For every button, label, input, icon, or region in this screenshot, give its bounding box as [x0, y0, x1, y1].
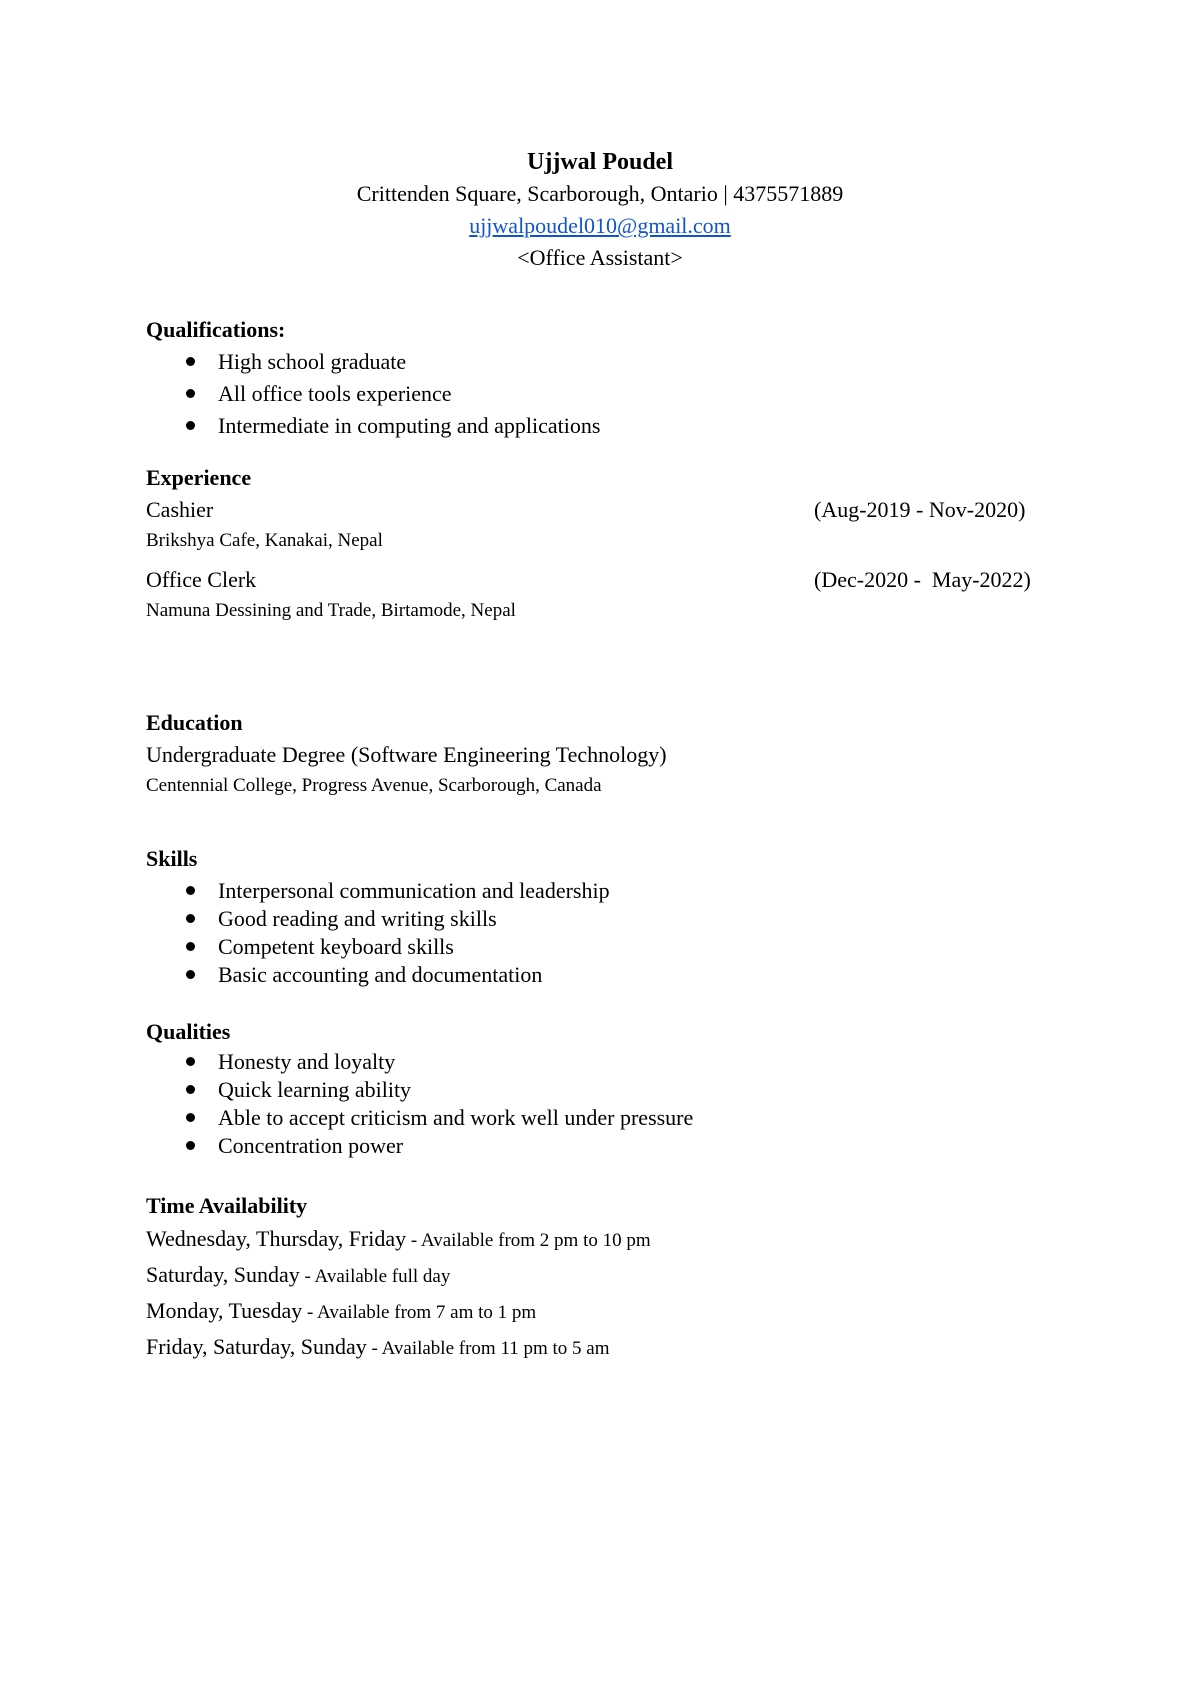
job-dates: (Aug-2019 - Nov-2020)	[814, 497, 1026, 522]
job-dates: (Dec-2020 - May-2022)	[814, 567, 1031, 592]
list-item-text: Concentration power	[218, 1133, 404, 1158]
list-item-text: Competent keyboard skills	[218, 934, 454, 959]
bullet-icon	[186, 970, 195, 979]
email-link[interactable]: ujjwalpoudel010@gmail.com	[469, 213, 731, 238]
education-degree: Undergraduate Degree (Software Engineering Technology)	[146, 742, 667, 767]
bullet-icon	[186, 1141, 195, 1150]
skills-section	[146, 843, 1066, 989]
job-role: Office Clerk	[146, 567, 257, 592]
list-item	[146, 378, 1066, 410]
qualifications-section	[146, 314, 1066, 442]
list-item-text: Able to accept criticism and work well under pressure	[218, 1105, 694, 1130]
qualities-list	[146, 1048, 1066, 1160]
job-header	[146, 564, 1066, 596]
experience-title: Experience	[146, 465, 252, 490]
availability-days: Saturday, Sunday	[146, 1262, 300, 1287]
list-item-text: Good reading and writing skills	[218, 906, 497, 931]
availability-row	[146, 1294, 1066, 1330]
availability-detail: - Available from 2 pm to 10 pm	[406, 1230, 651, 1251]
availability-days: Friday, Saturday, Sunday	[146, 1334, 367, 1359]
experience-section	[146, 462, 1066, 626]
list-item	[146, 1048, 1066, 1076]
job-entry	[146, 564, 1066, 626]
list-item-text: Interpersonal communication and leadership	[218, 878, 610, 903]
qualities-title: Qualities	[146, 1019, 231, 1044]
availability-row	[146, 1330, 1066, 1366]
target-role: <Office Assistant>	[517, 245, 683, 270]
contact-line: Crittenden Square, Scarborough, Ontario | 4375571889	[356, 181, 844, 206]
list-item-text: Basic accounting and documentation	[218, 962, 543, 987]
job-header	[146, 494, 1066, 526]
bullet-icon	[186, 1113, 195, 1122]
list-item	[146, 346, 1066, 378]
bullet-icon	[186, 1057, 195, 1066]
bullet-icon	[186, 357, 195, 366]
availability-detail: - Available from 11 pm to 5 am	[366, 1338, 610, 1359]
list-item	[146, 1076, 1066, 1104]
list-item	[146, 933, 1066, 961]
bullet-icon	[186, 389, 195, 398]
education-title: Education	[146, 710, 243, 735]
list-item	[146, 905, 1066, 933]
list-item	[146, 1104, 1066, 1132]
availability-days: Monday, Tuesday	[146, 1298, 303, 1323]
bullet-icon	[186, 914, 195, 923]
list-item-text: Honesty and loyalty	[218, 1049, 396, 1074]
skills-title: Skills	[146, 846, 198, 871]
bullet-icon	[186, 942, 195, 951]
list-item-text: Quick learning ability	[218, 1077, 412, 1102]
bullet-icon	[186, 1085, 195, 1094]
availability-row	[146, 1258, 1066, 1294]
list-item-text: High school graduate	[218, 349, 407, 374]
bullet-icon	[186, 421, 195, 430]
list-item	[146, 410, 1066, 442]
availability-days: Wednesday, Thursday, Friday	[146, 1226, 407, 1251]
availability-section	[146, 1190, 1066, 1366]
list-item	[146, 961, 1066, 989]
list-item	[146, 1132, 1066, 1160]
qualifications-list	[146, 346, 1066, 442]
job-place: Namuna Dessining and Trade, Birtamode, Nepal	[146, 600, 516, 621]
availability-detail: - Available full day	[299, 1266, 451, 1287]
job-place: Brikshya Cafe, Kanakai, Nepal	[146, 530, 383, 551]
candidate-name: Ujjwal Poudel	[527, 149, 673, 175]
skills-list	[146, 877, 1066, 989]
bullet-icon	[186, 886, 195, 895]
education-section	[146, 707, 1066, 801]
availability-title: Time Availability	[146, 1193, 308, 1218]
education-place: Centennial College, Progress Avenue, Scarborough, Canada	[146, 775, 602, 796]
availability-row	[146, 1222, 1066, 1258]
qualifications-title: Qualifications:	[146, 317, 286, 342]
list-item-text: Intermediate in computing and applications	[218, 413, 601, 438]
list-item	[146, 877, 1066, 905]
qualities-section	[146, 1016, 1066, 1160]
resume-header	[0, 146, 1200, 274]
job-entry	[146, 494, 1066, 556]
job-role: Cashier	[146, 497, 214, 522]
list-item-text: All office tools experience	[218, 381, 452, 406]
availability-detail: - Available from 7 am to 1 pm	[302, 1302, 537, 1323]
